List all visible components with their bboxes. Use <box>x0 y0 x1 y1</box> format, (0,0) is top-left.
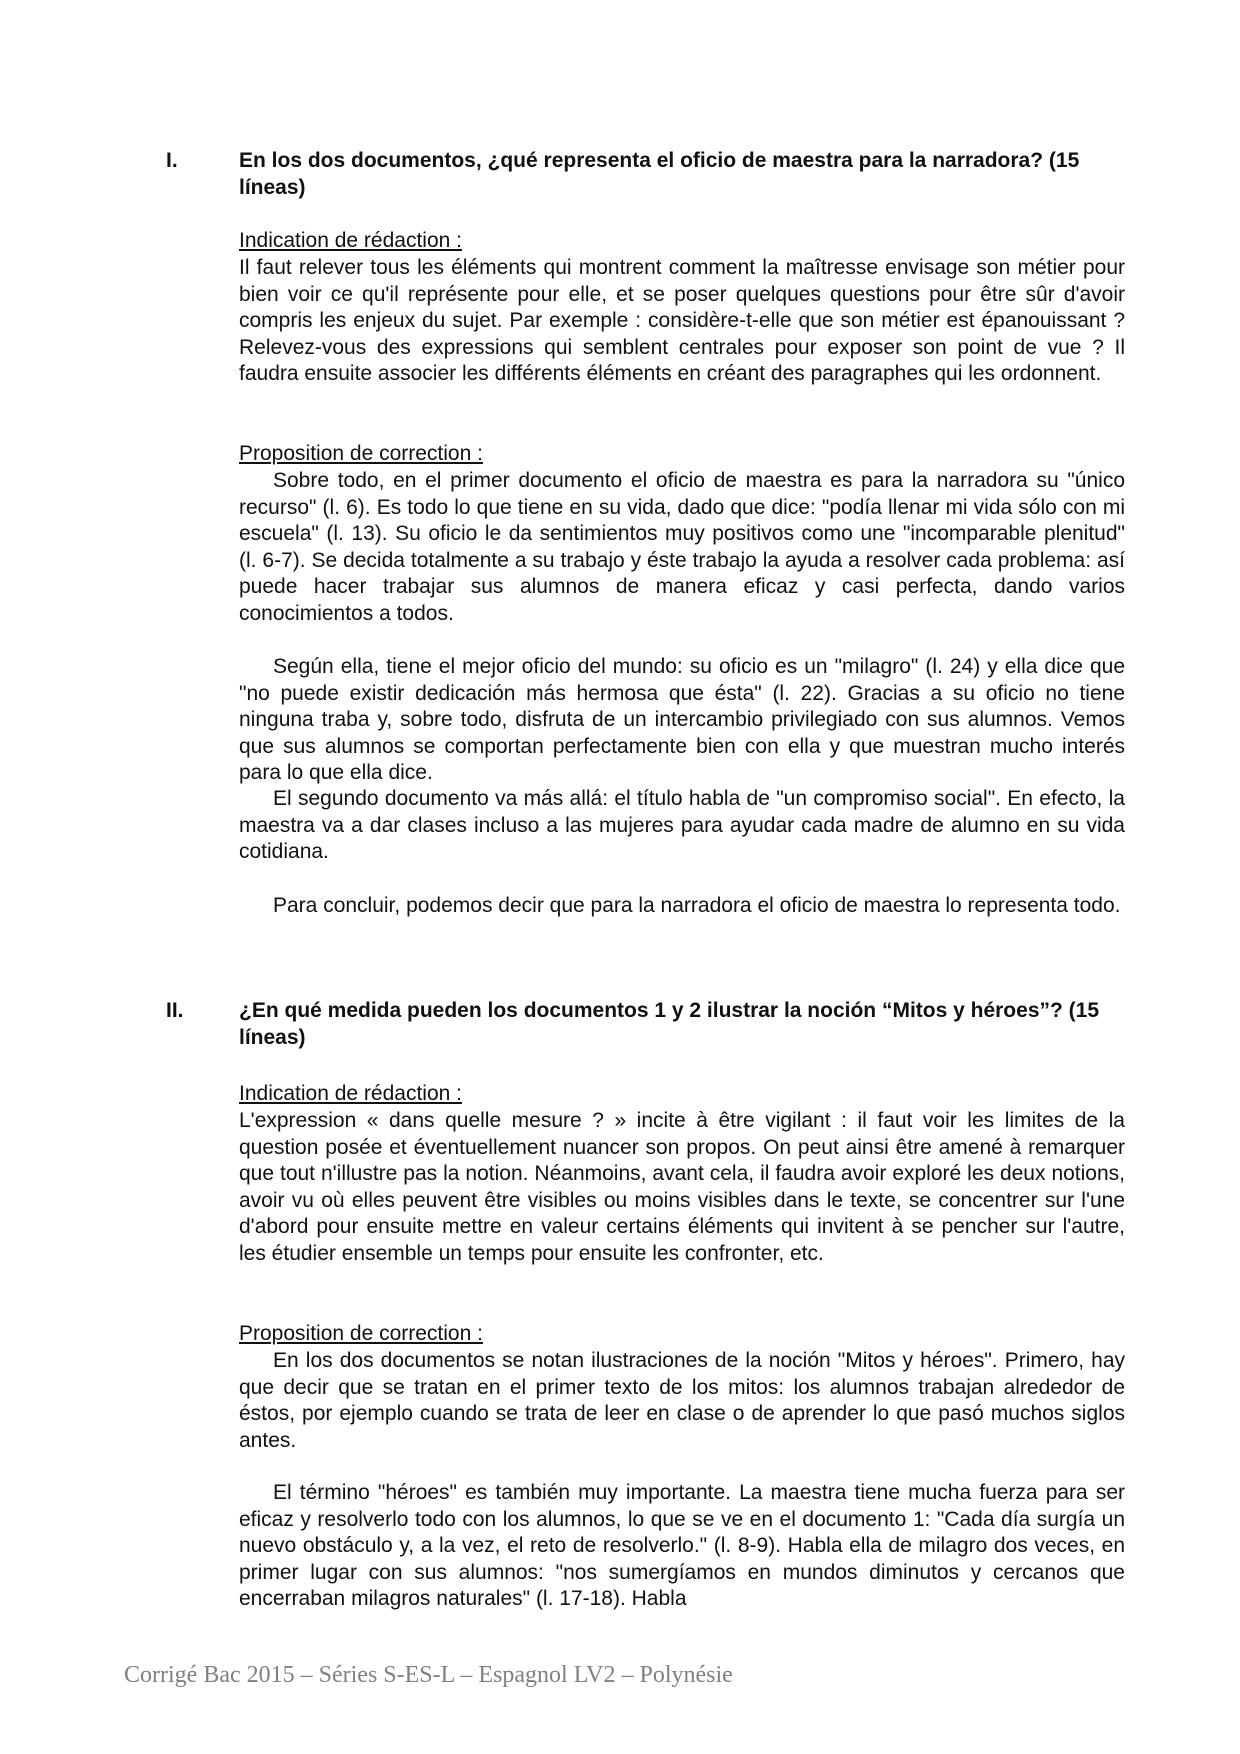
section-1-paragraph: El segundo documento va más allá: el título habla de "un compromiso social". En efecto, la maestra va a dar clases incluso a las mujeres para ayudar cada madre de alumno en su vida cotidiana. <box>239 787 1125 864</box>
section-2-correction-label: Proposition de correction : <box>239 1322 483 1345</box>
section-2-paragraph: El término "héroes" es también muy importante. La maestra tiene mucha fuerza para ser eficaz y resolverlo todo con los alumnos, lo que se ve en el documento 1: "Cada día surgía un nuevo obstáculo y, a la vez, el reto de resolverlo." (l. 8-9). Habla ella de milagro dos veces, en primer lugar con sus alumnos: "nos sumergíamos en mundos diminutos y cercanos que encerraban milagros naturales" (l. 17-18). Habla <box>239 1481 1125 1611</box>
section-1-paragraph: Según ella, tiene el mejor oficio del mundo: su oficio es un "milagro" (l. 24) y ella dice que "no puede existir dedicación más hermosa que ésta" (l. 22). Gracias a su oficio no tiene ninguna traba y, sobre todo, disfruta de un intercambio privilegiado con sus alumnos. Vemos que sus alumnos se comportan perfectamente bien con ella y que muestran mucho interés para lo que ella dice. <box>239 655 1125 785</box>
section-1-indication-label: Indication de rédaction : <box>239 229 462 252</box>
section-1-paragraph: Para concluir, podemos decir que para la narradora el oficio de maestra lo representa todo. <box>273 894 1121 917</box>
section-2-indication-text: L'expression « dans quelle mesure ? » incite à être vigilant : il faut voir les limites de la question posée et éventuellement nuancer son propos. On peut ainsi être amené à remarquer que tout n'illustre pas la notion. Néanmoins, avant cela, il faudra avoir exploré les deux notions, avoir vu où elles peuvent être visibles ou moins visibles dans le texte, se concentrer sur l'une d'abord pour ensuite mettre en valeur certains éléments qui invitent à se pencher sur l'autre, les étudier ensemble un temps pour ensuite les confronter, etc. <box>239 1109 1125 1265</box>
section-2-indication-label: Indication de rédaction : <box>239 1082 462 1105</box>
page-footer: Corrigé Bac 2015 – Séries S-ES-L – Espagnol LV2 – Polynésie <box>124 1662 733 1688</box>
section-2-number: II. <box>166 999 184 1022</box>
section-1-question: En los dos documentos, ¿qué representa el oficio de maestra para la narradora? (15 líneas) <box>239 149 1080 199</box>
section-2-question: ¿En qué medida pueden los documentos 1 y 2 ilustrar la noción “Mitos y héroes”? (15 líneas) <box>239 999 1100 1049</box>
section-1-indication-text: Il faut relever tous les éléments qui montrent comment la maîtresse envisage son métier pour bien voir ce qu'il représente pour elle, et se poser quelques questions pour être sûr d'avoir compris les enjeux du sujet. Par exemple : considère-t-elle que son métier est épanouissant ? Relevez-vous des expressions qui semblent centrales pour exposer son point de vue ? Il faudra ensuite associer les différents éléments en créant des paragraphes qui les ordonnent. <box>239 256 1125 386</box>
section-1-number: I. <box>166 149 178 172</box>
section-1-paragraph: Sobre todo, en el primer documento el oficio de maestra es para la narradora su "único recurso" (l. 6). Es todo lo que tiene en su vida, dado que dice: "podía llenar mi vida sólo con mi escuela" (l. 13). Su oficio le da sentimientos muy positivos como une "incomparable plenitud" (l. 6-7). Se decida totalmente a su trabajo y éste trabajo la ayuda a resolver cada problema: así puede hacer trabajar sus alumnos de manera eficaz y casi perfecta, dando varios conocimientos a todos. <box>239 469 1125 625</box>
section-2-paragraph: En los dos documentos se notan ilustraciones de la noción "Mitos y héroes". Primero, hay que decir que se tratan en el primer texto de los mitos: los alumnos trabajan alrededor de éstos, por ejemplo cuando se trata de leer en clase o de aprender lo que pasó muchos siglos antes. <box>239 1349 1125 1452</box>
section-1-correction-label: Proposition de correction : <box>239 442 483 465</box>
